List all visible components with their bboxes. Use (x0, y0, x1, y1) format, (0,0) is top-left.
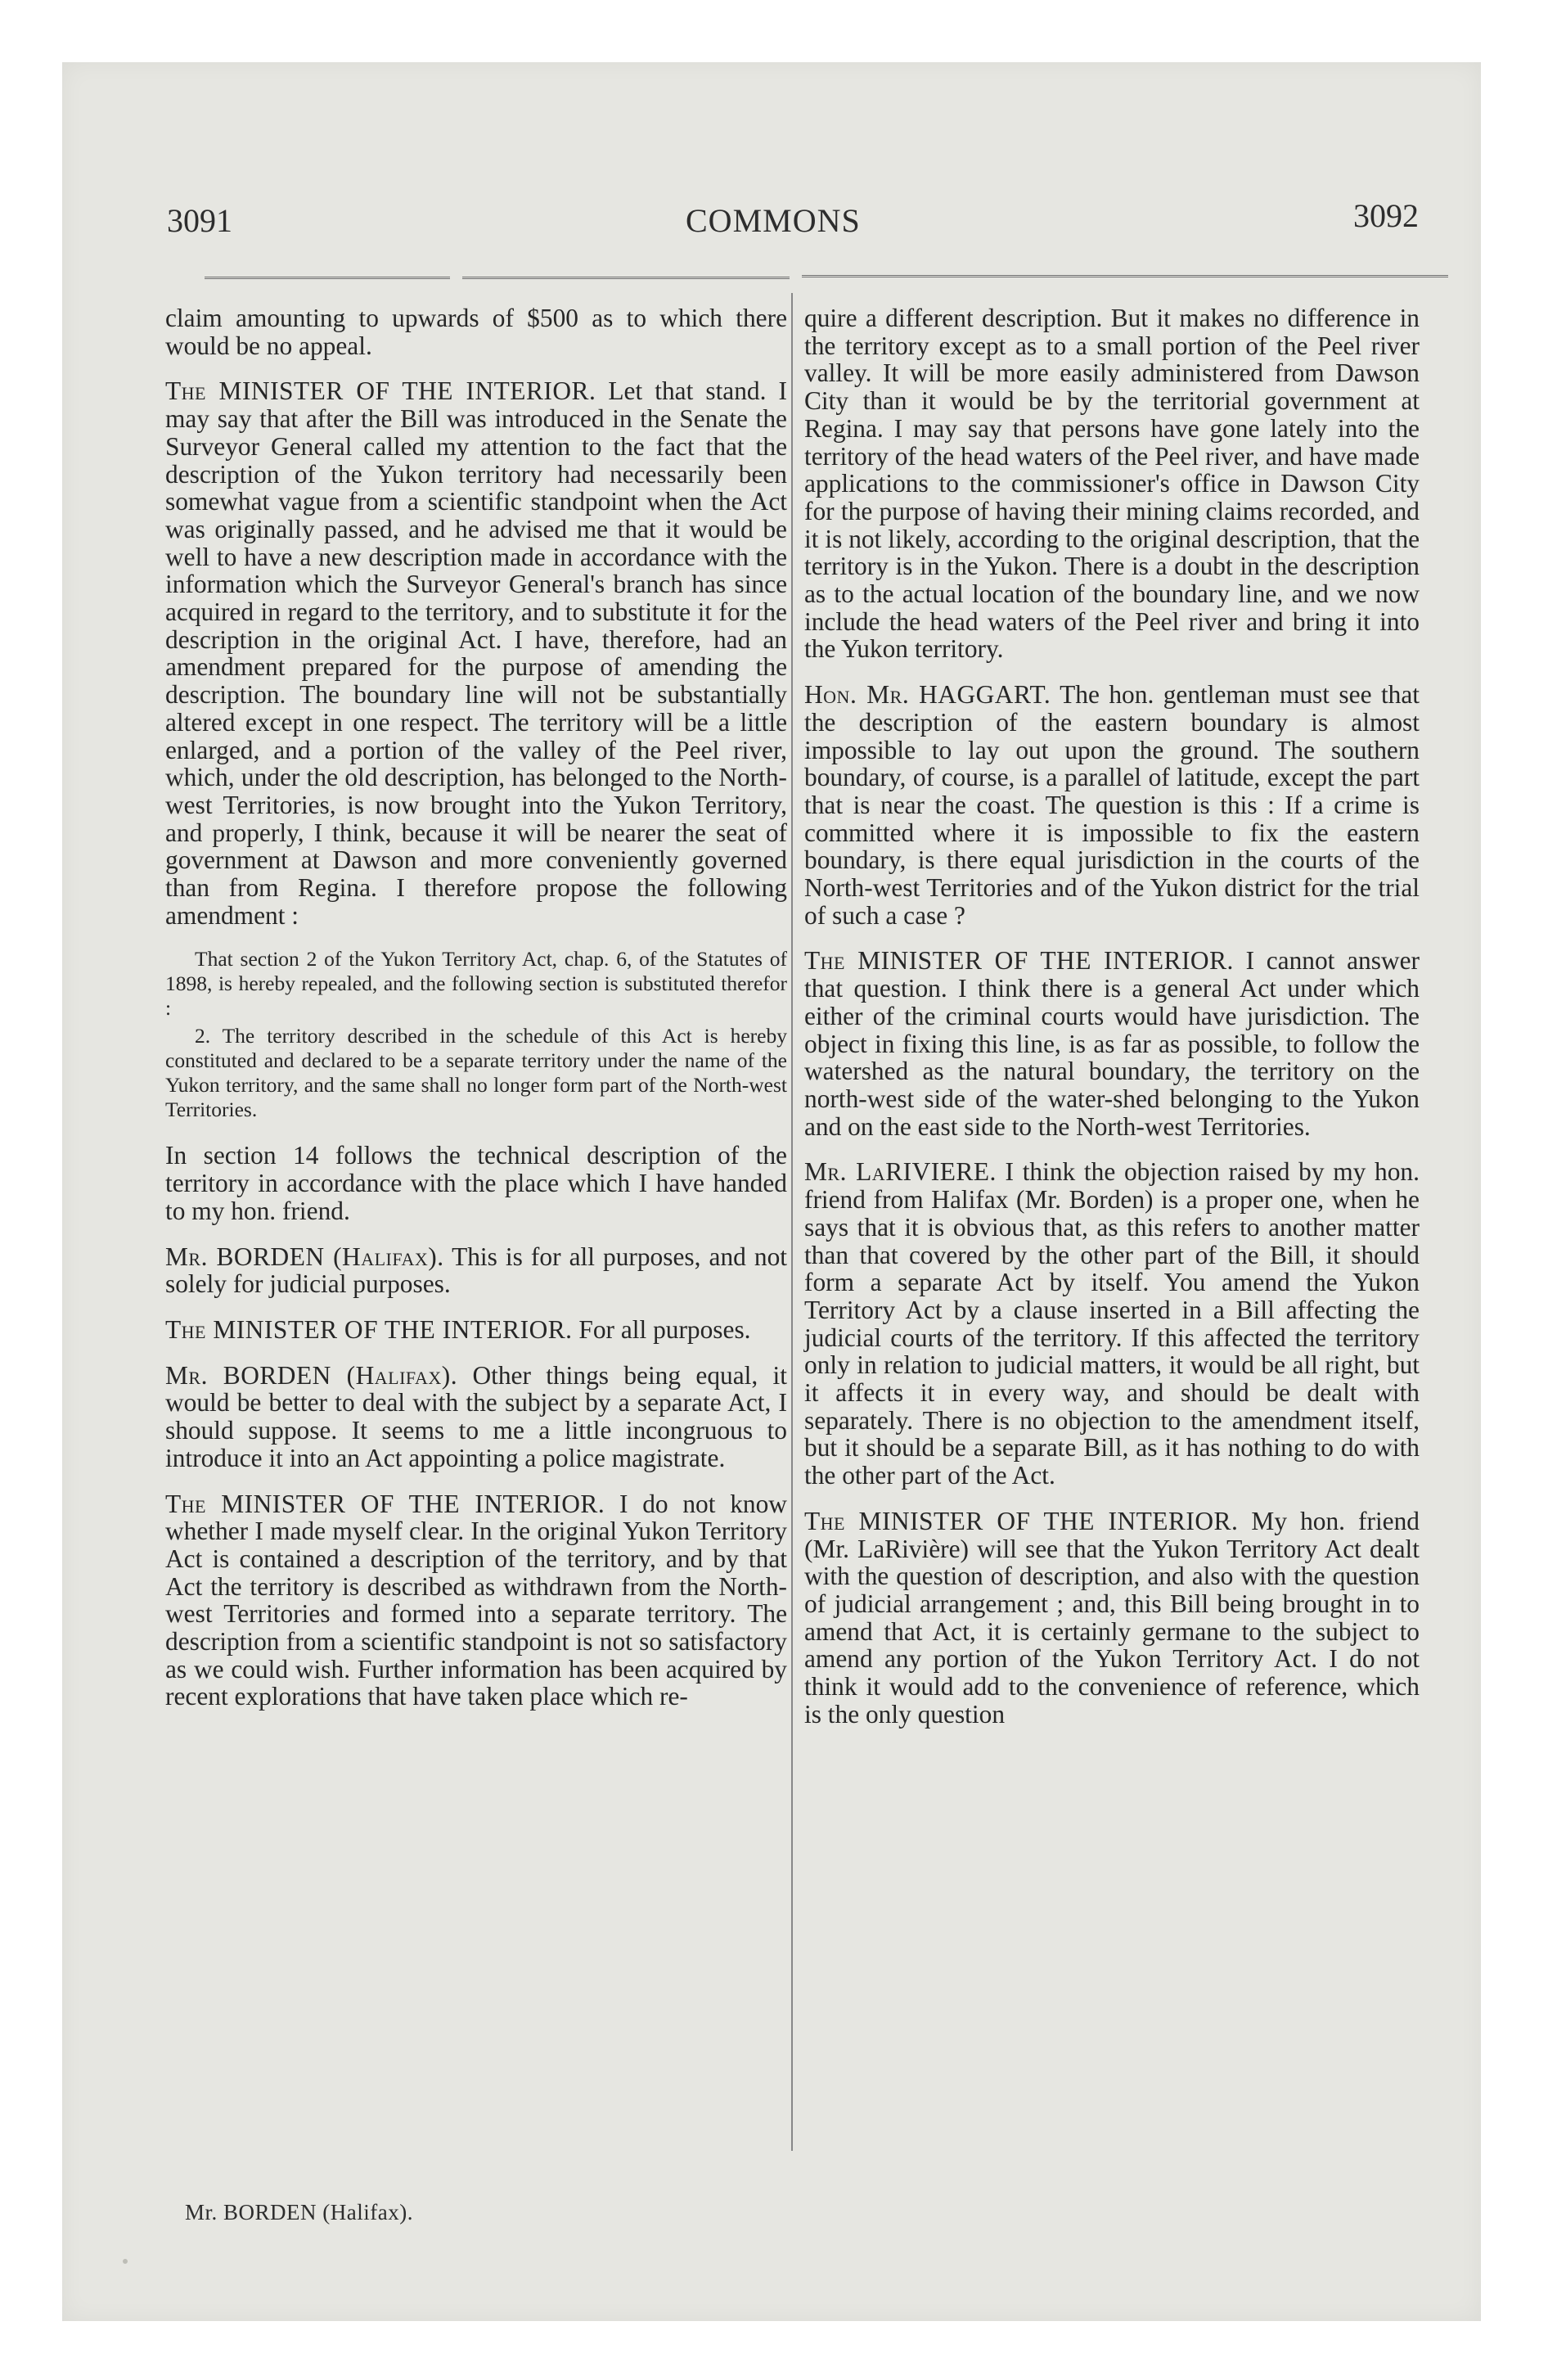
page-number-right: 3092 (1353, 197, 1419, 234)
speech-text: I do not know whether I made myself clear. In the original Yukon Territory Act is contained a description of the territory, and by that Act the territory is described as withdrawn from the North-west Territories and formed into a separate territory. The description from a scientific standpoint is not so satisfactory as we could wish. Further information has been acquired by recent explorations that have taken place which re- (165, 1489, 787, 1711)
paragraph (804, 947, 1420, 1140)
paragraph: claim amounting to upwards of $500 as to which there would be no appeal. (165, 304, 787, 360)
speaker-name: The MINISTER OF THE INTERIOR. (804, 1506, 1239, 1535)
speaker-name: Mr. LaRIVIERE. (804, 1157, 997, 1187)
header-rule-left (205, 277, 450, 279)
speech-text: Let that stand. I may say that after the Bill was introduced in the Senate the Surveyor General called my attention to the fact that the description of the Yukon territory had necessarily been somewhat vague from a scientific standpoint when the Act was originally passed, and he advised me that it would be well to have a new description made in accordance with the information which the Surveyor General's branch has since acquired in regard to the territory, and to substitute it for the description in the original Act. I have, therefore, had an amendment prepared for the purpose of amending the description. The boundary line will not be substantially altered except in one respect. The territory will be a little enlarged, and a portion of the valley of the Peel river, which, under the old description, has belonged to the North-west Territories, is now brought into the Yukon Territory, and properly, I think, because it will be nearer the seat of government at Dawson and more conveniently governed than from Regina. I therefore propose the following amendment : (165, 376, 787, 930)
catchword: Mr. BORDEN (Halifax). (185, 2200, 413, 2224)
speaker-name: The MINISTER OF THE INTERIOR. (165, 1489, 605, 1518)
paragraph (804, 1508, 1420, 1729)
speech-text: My hon. friend (Mr. LaRivière) will see that the Yukon Territory Act dealt with the question of description, and also with the question of judicial arrangement ; and, this Bill being brought in to amend that Act, it is certainly germane to the subject to amend any portion of the Yukon Territory Act. I do not think it would add to the convenience of reference, which is the only question (804, 1506, 1420, 1729)
quoted-amendment (165, 947, 787, 1122)
quote-paragraph: 2. The territory described in the schedule of this Act is hereby constituted and declared to be a separate territory under the name of the Yukon territory, and the same shall no longer form part of the North-west Territories. (165, 1024, 787, 1122)
running-title: COMMONS (686, 202, 861, 239)
paper-speck (123, 2259, 128, 2264)
speech-text: I cannot answer that question. I think there is a general Act under which either of the criminal courts would have jurisdiction. The object in fixing this line, is as far as possible, to follow the watershed as the natural boundary, the territory on the north-west side of the water-shed belonging to the Yukon and on the east side to the North-west Territories. (804, 946, 1420, 1141)
paragraph (165, 1243, 787, 1298)
left-column (165, 304, 787, 1729)
speech-text: The hon. gentleman must see that the description of the eastern boundary is almost impossible to lay out upon the ground. The southern boundary, of course, is a parallel of latitude, except the part that is near the coast. The question is this : If a crime is committed where it is impossible to fix the eastern boundary, is there equal jurisdiction in the courts of the North-west Territories and of the Yukon district for the trial of such a case ? (804, 680, 1420, 930)
header-rule-right (802, 275, 1448, 277)
column-divider (791, 293, 793, 2151)
paragraph (165, 377, 787, 929)
paragraph (165, 1362, 787, 1472)
speaker-name: Mr. BORDEN (Halifax). (165, 1360, 458, 1390)
page-number-left: 3091 (167, 202, 232, 239)
paragraph: quire a different description. But it makes no difference in the territory except as to a small portion of the Peel river valley. It will be more easily administered from Dawson City than it would be by the territorial government at Regina. I may say that persons have gone lately into the territory of the head waters of the Peel river, and have made applications to the commissioner's office in Dawson City for the purpose of having their mining claims recorded, and it is not likely, according to the original description, that the territory is in the Yukon. There is a doubt in the description as to the actual location of the boundary line, and we now include the head waters of the Peel river and bring it into the Yukon territory. (804, 304, 1420, 664)
speaker-name: Hon. Mr. HAGGART. (804, 680, 1051, 710)
paragraph (165, 1490, 787, 1711)
paragraph (165, 1316, 787, 1344)
paragraph (804, 1158, 1420, 1489)
quote-paragraph: That section 2 of the Yukon Territory Act, chap. 6, of the Statutes of 1898, is hereby repealed, and the following section is substituted therefor : (165, 947, 787, 1021)
speech-text: This is for all purposes, and not solely for judicial purposes. (165, 1242, 788, 1299)
paragraph: In section 14 follows the technical description of the territory in accordance with the place which I have handed to my hon. friend. (165, 1141, 787, 1225)
speech-text: Other things being equal, it would be better to deal with the subject by a separate Act, I should suppose. It seems to me a little incongruous to introduce it into an Act appointing a police magistrate. (165, 1360, 787, 1472)
right-column (804, 304, 1420, 1746)
page-header (167, 197, 1419, 250)
speaker-name: Mr. BORDEN (Halifax). (165, 1242, 444, 1271)
speech-text: I think the objection raised by my hon. friend from Halifax (Mr. Borden) is a proper one, when he says that it is obvious that, as this refers to another matter than that covered by the other part of the Bill, it should form a separate Act by itself. You amend the Yukon Territory Act by a clause inserted in a Bill affecting the judicial courts of the territory. If this affected the territory only in relation to judicial matters, it would be all right, but it affects it in every way, and should be dealt with separately. There is no objection to the amendment itself, but it should be a separate Bill, as it has nothing to do with the other part of the Act. (804, 1157, 1420, 1490)
speech-text: For all purposes. (578, 1314, 751, 1344)
header-rule-middle (462, 277, 790, 279)
speaker-name: The MINISTER OF THE INTERIOR. (165, 1314, 573, 1344)
speaker-name: The MINISTER OF THE INTERIOR. (165, 376, 596, 406)
paragraph (804, 681, 1420, 929)
speaker-name: The MINISTER OF THE INTERIOR. (804, 946, 1234, 976)
